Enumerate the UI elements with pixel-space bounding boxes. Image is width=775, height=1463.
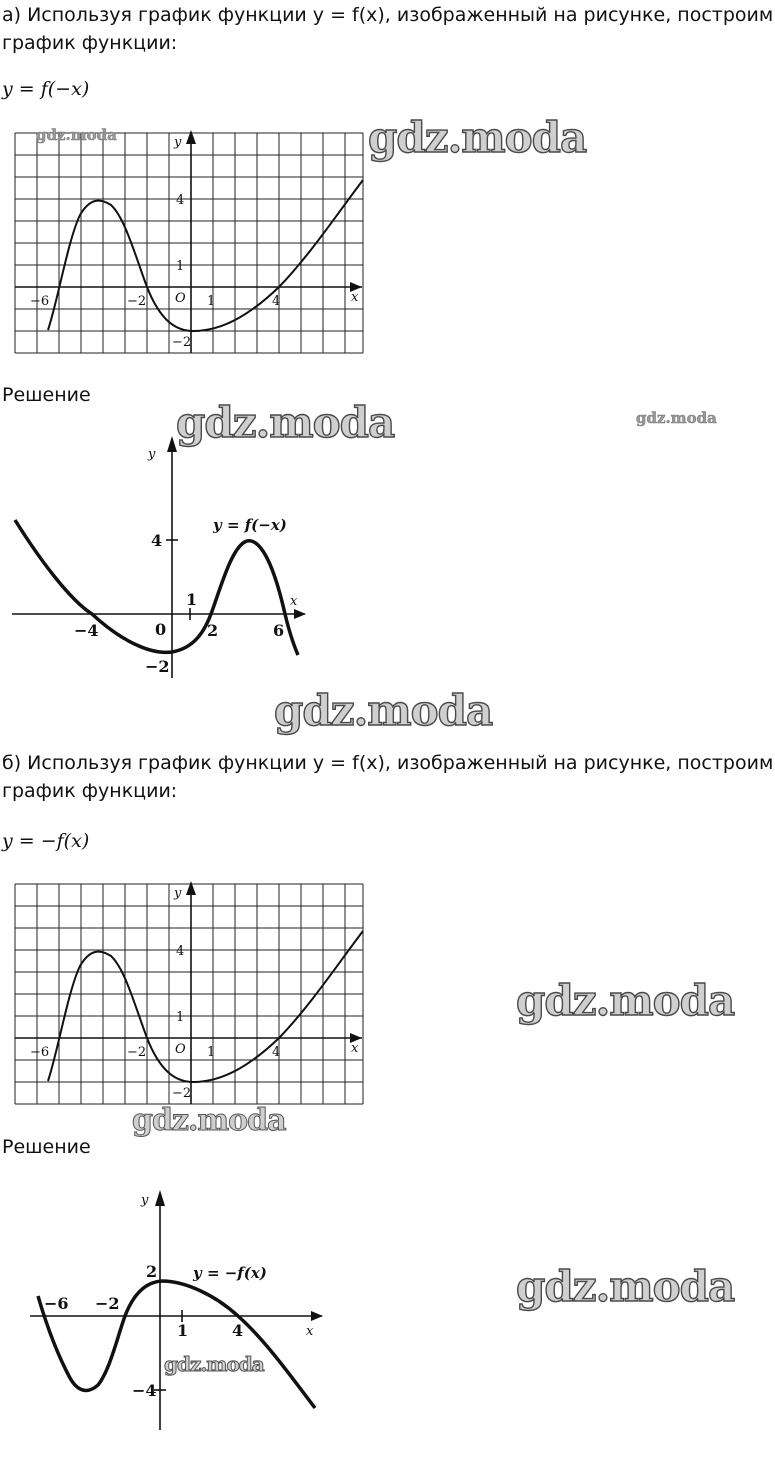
graph-a-given-tick-y4: 4	[176, 193, 185, 208]
watermark: gdz.moda	[132, 1103, 286, 1138]
graph-b-solution-tick-y-minus4: −4	[132, 1381, 157, 1400]
graph-b-given-tick-minus2: −2	[127, 1045, 147, 1060]
graph-a-solution-tick-x2: 2	[207, 621, 219, 640]
watermark: gdz.moda	[368, 113, 587, 162]
graph-b-given-tick-y-minus2: −2	[172, 1086, 192, 1101]
graph-b-solution-tick-y2: 2	[146, 1262, 158, 1281]
graph-b-given-tick-y4: 4	[176, 944, 185, 959]
part-a-intro-line2: график функции:	[2, 32, 178, 54]
graph-a-given-tick-minus2: −2	[127, 294, 147, 309]
graph-b-given-tick-x4: 4	[272, 1045, 281, 1060]
graph-b-solution-y-label: y	[141, 1193, 149, 1208]
graph-b-given-tick-y1: 1	[176, 1010, 185, 1025]
part-b-intro-line2: график функции:	[2, 780, 178, 802]
part-a-solution-label: Решение	[2, 384, 91, 406]
graph-a-solution-tick-x6: 6	[273, 621, 285, 640]
graph-a-solution-tick-y-minus2: −2	[145, 657, 170, 676]
graph-a-given-tick-minus6: −6	[30, 294, 50, 309]
part-b-formula: y = −f(x)	[2, 830, 90, 852]
graph-b-solution-tick-minus6: −6	[44, 1294, 69, 1313]
graph-b-given-x-label: x	[351, 1041, 359, 1056]
graph-b-solution-tick-minus2: −2	[95, 1294, 120, 1313]
watermark: gdz.moda	[164, 1352, 264, 1376]
graph-b-solution-tick-x4: 4	[232, 1321, 244, 1340]
part-a-formula: y = f(−x)	[2, 78, 90, 100]
graph-a-solution-y-label: y	[148, 447, 156, 462]
graph-b-solution-x-arrow	[311, 1311, 323, 1321]
graph-a-solution-curve-label: y = f(−x)	[213, 516, 287, 534]
graph-b-solution-x-label: x	[306, 1324, 314, 1339]
graph-a-given-y-label: y	[174, 135, 182, 150]
graph-b-solution-curve	[38, 1281, 315, 1408]
graph-a-given-tick-x1: 1	[207, 294, 216, 309]
graph-a-given-tick-y1: 1	[176, 259, 185, 274]
graph-b-given-tick-minus6: −6	[30, 1045, 50, 1060]
watermark: gdz.moda	[36, 126, 117, 144]
part-b-solution-label: Решение	[2, 1136, 91, 1158]
graph-a-solution-tick-zero: 0	[155, 620, 167, 639]
watermark: gdz.moda	[516, 1262, 735, 1311]
graph-b-solution-tick-x1: 1	[177, 1321, 189, 1340]
graph-b-given-y-label: y	[174, 886, 182, 901]
graph-b-given-tick-x1: 1	[207, 1045, 216, 1060]
graph-a-solution-x-label: x	[290, 594, 298, 609]
graph-a-given-x-label: x	[351, 290, 359, 305]
watermark: gdz.moda	[516, 976, 735, 1025]
watermark: gdz.moda	[274, 686, 493, 735]
graph-b-given-origin-label: O	[175, 1042, 186, 1057]
graph-b-solution-y-arrow	[155, 1190, 165, 1206]
graph-a-given-tick-x4: 4	[272, 294, 281, 309]
graph-a-given-origin-label: O	[175, 291, 186, 306]
part-a-intro-line1: а) Используя график функции y = f(x), изображенный на рисунке, построим	[2, 4, 774, 26]
watermark: gdz.moda	[176, 398, 395, 447]
watermark: gdz.moda	[636, 409, 717, 427]
graph-a-solution-tick-x1: 1	[186, 590, 198, 609]
graph-a-solution-tick-minus4: −4	[74, 621, 99, 640]
part-b-intro-line1: б) Используя график функции y = f(x), изображенный на рисунке, построим	[2, 752, 774, 774]
graph-b-solution-curve-label: y = −f(x)	[193, 1264, 267, 1282]
graph-a-given-tick-y-minus2: −2	[172, 335, 192, 350]
graph-a-solution-tick-y4: 4	[151, 531, 163, 550]
